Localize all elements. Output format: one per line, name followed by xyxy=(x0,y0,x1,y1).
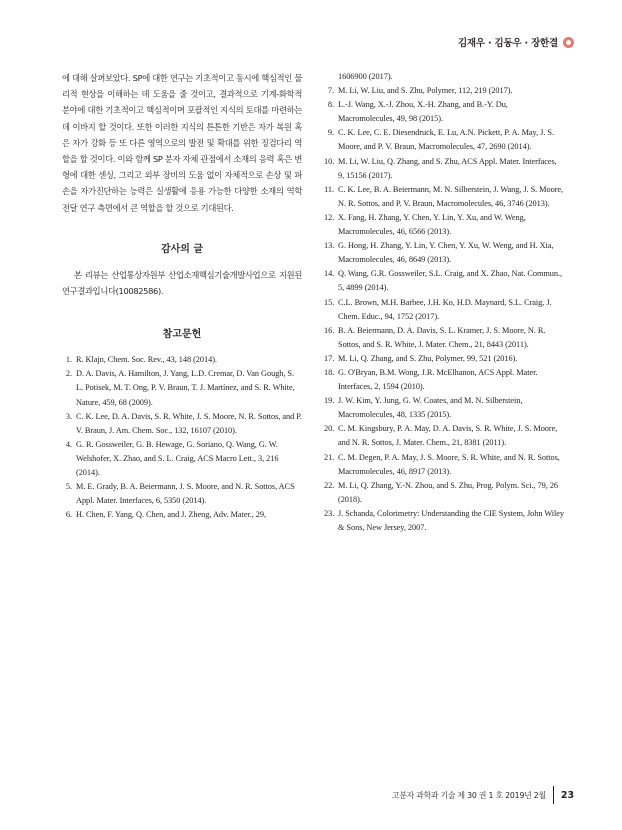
reference-item xyxy=(324,296,564,324)
reference-item xyxy=(324,422,564,450)
reference-text: G. O'Bryan, B.M. Wong, J.R. McElhanon, ACS Appl. Mater. Interfaces, 2, 1594 (2010). xyxy=(338,367,538,392)
reference-number: 11. xyxy=(324,184,334,194)
reference-text: L.-J. Wang, X.-J. Zhou, X.-H. Zhang, and B.-Y. Du, Macromolecules, 49, 98 (2015). xyxy=(338,100,508,124)
reference-text: R. Klajn, Chem. Soc. Rev., 43, 148 (2014). xyxy=(76,355,217,365)
reference-number: 10. xyxy=(324,156,335,166)
page-number: 23 xyxy=(560,789,575,801)
reference-number: 20. xyxy=(324,424,335,434)
reference-number: 17. xyxy=(324,353,335,363)
reference-item xyxy=(324,126,564,154)
reference-text: J. W. Kim, Y. Jung, G. W. Coates, and M. N. Silberstein, Macromolecules, 48, 1335 (2015). xyxy=(338,396,523,420)
reference-text: D. A. Davis, A. Hamilton, J. Yang, L.D. Cremar, D. Van Gough, S. L. Potisek, M. T. Ong, P. V. Braun, T. J. Martínez, and S. R. White, Nature, 459, 68 (2009). xyxy=(76,369,295,407)
page-footer xyxy=(392,786,574,804)
running-header xyxy=(458,35,574,49)
reference-item xyxy=(324,183,564,211)
reference-text: M. Li, W. Liu, and S. Zhu, Polymer, 112, 219 (2017). xyxy=(338,86,513,96)
reference-number: 2. xyxy=(65,369,72,379)
reference-number: 1. xyxy=(65,355,72,365)
reference-item xyxy=(62,438,302,480)
reference-item xyxy=(324,98,564,126)
reference-item xyxy=(324,479,564,507)
reference-text: B. A. Beiermann, D. A. Davis, S. L. Kramer, J. S. Moore, N. R. Sottos, and S. R. White, J. Mater. Chem., 21, 8443 (2011). xyxy=(338,325,546,349)
reference-text: 1606900 (2017). xyxy=(338,72,393,81)
reference-number: 5. xyxy=(65,482,72,492)
reference-text: G. Hong, H. Zhang, Y. Lin, Y. Chen, Y. Xu, W. Weng, and H. Xia, Macromolecules, 46, 8649 (2013). xyxy=(338,241,554,265)
footer-divider xyxy=(553,786,554,804)
reference-item xyxy=(324,507,564,535)
reference-number: 4. xyxy=(65,439,72,449)
header-authors: 김재우 · 김동우 · 장한결 xyxy=(457,38,558,49)
reference-text: C. K. Lee, B. A. Beiermann, M. N. Silberstein, J. Wang, J. S. Moore, N. R. Sottos, and P. V. Braun, Macromolecules, 46, 3746 (2013). xyxy=(338,184,564,208)
reference-item xyxy=(62,353,302,367)
reference-text: X. Fang, H. Zhang, Y. Chen, Y. Lin, Y. Xu, and W. Weng, Macromolecules, 46, 6566 (2013). xyxy=(338,212,526,237)
intro-paragraph: 에 대해 살펴보았다. SP에 대한 연구는 기초적이고 동시에 핵심적인 물리적 현상을 이해하는 데 도움을 줄 것이고, 결과적으로 기계-화학적 분야에 대한 기초적이고 핵심적이며 포괄적인 지식의 토대를 마련하는 데 이바지 할 것이다. 또한 이러한 지식의 튼튼한 기반은 자가 복원 혹은 자가 강화 등 또 다른 영역으로의 발전 및 확대를 위한 징검다리 역할을 할 것이다. 이와 함께 SP 분자 자체 관점에서 소재의 응력 혹은 변형에 대한 센싱, 그리고 외부 장비의 도움 없이 자체적으로 손상 및 파손을 자가진단하는 능력은 실생활에 응용 가능한 다양한 소재의 역학 전달 연구 측면에서 큰 역할을 할 것으로 기대된다. xyxy=(62,73,302,213)
reference-text: H. Chen, F. Yang, Q. Chen, and J. Zheng, Adv. Mater., 29, xyxy=(76,510,266,520)
reference-text: M. E. Grady, B. A. Beiermann, J. S. Moore, and N. R. Sottos, ACS Appl. Mater. Interfaces, 6, 5350 (2014). xyxy=(76,482,295,506)
reference-item xyxy=(324,352,564,366)
reference-item xyxy=(62,480,302,508)
reference-number: 12. xyxy=(324,212,335,222)
reference-number: 15. xyxy=(324,297,335,307)
reference-text: M. Li, Q. Zhang, Y.-N. Zhou, and S. Zhu, Prog. Polym. Sci., 79, 26 (2018). xyxy=(338,480,559,504)
reference-number: 18. xyxy=(324,367,335,377)
reference-item xyxy=(324,84,564,98)
reference-item-continued xyxy=(324,70,564,84)
reference-item xyxy=(324,324,564,352)
reference-number: 22. xyxy=(324,480,335,490)
reference-text: G. R. Gossweiler, G. B. Hewage, G. Soriano, Q. Wang, G. W. Welshofer, X. Zhao, and S. L. Craig, ACS Macro Lett., 3, 216 (2014). xyxy=(76,439,279,477)
reference-number: 14. xyxy=(324,269,335,279)
reference-text: M. Li, W. Liu, Q. Zhang, and S. Zhu, ACS Appl. Mater. Interfaces, 9, 15156 (2017). xyxy=(338,156,557,180)
reference-number xyxy=(324,70,338,84)
reference-text: C. M. Kingsbury, P. A. May, D. A. Davis, S. R. White, J. S. Moore, and N. R. Sottos, J. Mater. Chem., 21, 8381 (2011). xyxy=(338,424,558,448)
reference-text: C. K. Lee, D. A. Davis, S. R. White, J. S. Moore, N. R. Sottos, and P. V. Braun, J. Am. Chem. Soc., 132, 16107 (2010). xyxy=(76,411,302,435)
reference-list-left xyxy=(62,353,302,522)
reference-number: 16. xyxy=(324,325,335,335)
left-column xyxy=(62,70,302,522)
reference-item xyxy=(324,394,564,422)
reference-item xyxy=(324,267,564,295)
right-column xyxy=(324,70,564,535)
reference-item xyxy=(324,366,564,394)
reference-item xyxy=(324,239,564,267)
references-title: 참고문헌 xyxy=(162,329,202,341)
reference-number: 8. xyxy=(327,100,334,110)
reference-item xyxy=(62,508,302,522)
reference-text: J. Schanda, Colorimetry: Understanding the CIE System, John Wiley & Sons, New Jersey, 2007. xyxy=(338,508,565,532)
reference-number: 6. xyxy=(65,510,72,520)
reference-number: 7. xyxy=(327,86,334,96)
reference-number: 3. xyxy=(65,411,72,421)
reference-text: M. Li, Q. Zhang, and S. Zhu, Polymer, 99, 521 (2016). xyxy=(338,353,518,363)
reference-item xyxy=(62,367,302,409)
reference-text: C.L. Brown, M.H. Barbee, J.H. Ko, H.D. Maynard, S.L. Craig, J. Chem. Educ., 94, 1752 (2017). xyxy=(338,297,552,321)
acknowledgement-title: 감사의 글 xyxy=(160,243,204,255)
reference-text: C. M. Degen, P. A. May, J. S. Moore, S. R. White, and N. R. Sottos, Macromolecules, 46, 8917 (2013). xyxy=(338,452,560,476)
reference-number: 13. xyxy=(324,241,335,251)
reference-text: Q. Wang, G.R. Gossweiler, S.L. Craig, and X. Zhao, Nat. Commun., 5, 4899 (2014). xyxy=(338,269,563,293)
reference-text: C. K. Lee, C. E. Diesendruck, E. Lu, A.N. Pickett, P. A. May, J. S. Moore, and P. V. Braun, Macromolecules, 47, 2690 (2014). xyxy=(338,128,554,152)
acknowledgement-text: 본 리뷰는 산업통상자원부 산업소재핵심기술개발사업으로 지원된 연구결과입니다(10082586). xyxy=(62,269,302,297)
reference-number: 19. xyxy=(324,396,335,406)
reference-number: 21. xyxy=(324,452,335,462)
reference-number: 23. xyxy=(324,508,335,518)
flower-mark-icon xyxy=(563,37,574,48)
reference-item xyxy=(62,410,302,438)
reference-number: 9. xyxy=(327,128,334,138)
reference-item xyxy=(324,155,564,183)
journal-info: 고분자 과학과 기술 제 30 권 1 호 2019년 2월 xyxy=(392,790,546,800)
reference-item xyxy=(324,211,564,239)
reference-item xyxy=(324,451,564,479)
reference-list-right xyxy=(324,70,564,535)
